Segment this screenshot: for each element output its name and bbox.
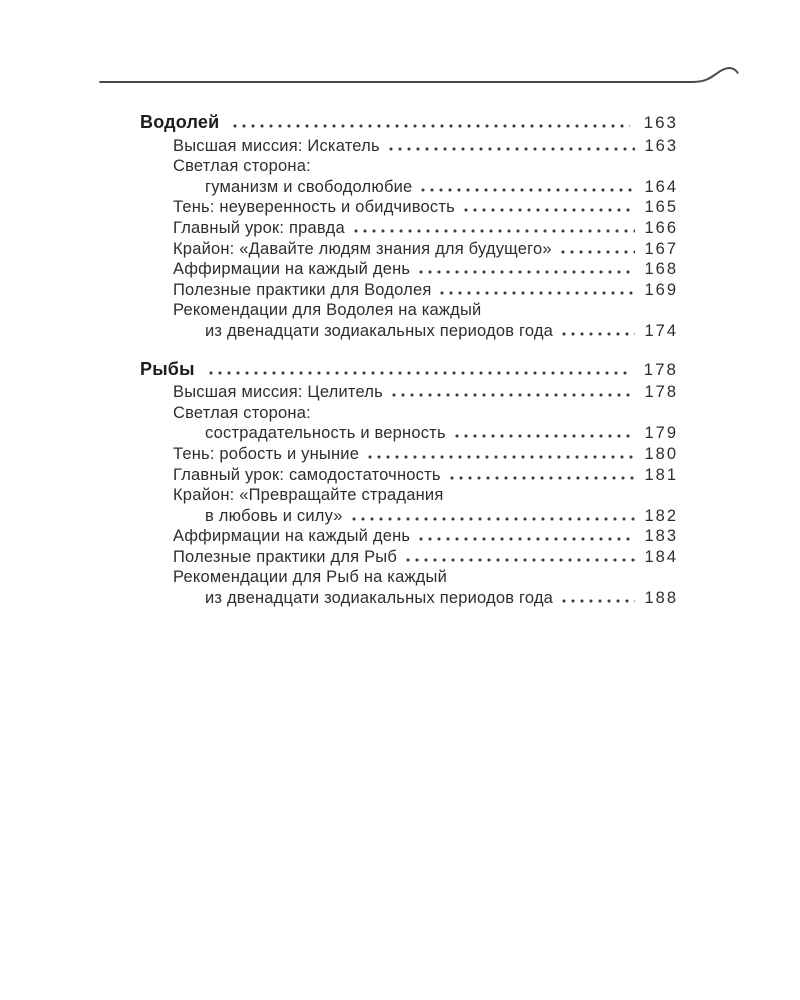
page-number: 180: [644, 444, 678, 463]
toc-entry-row[interactable]: [140, 465, 678, 486]
section-title: Рыбы: [140, 358, 195, 379]
toc-heading-row[interactable]: [140, 359, 678, 381]
toc: [140, 112, 678, 609]
page-number: 179: [644, 424, 678, 443]
toc-heading-row[interactable]: [140, 112, 678, 134]
page-number: 178: [644, 383, 678, 402]
dot-leader: [406, 558, 635, 562]
entry-text: Главный урок: правда: [173, 218, 345, 237]
toc-section: [140, 359, 678, 609]
dot-leader: [209, 371, 630, 375]
dot-leader: [419, 270, 635, 274]
entry-text: Светлая сторона:: [173, 157, 311, 176]
page-number: 182: [644, 506, 678, 525]
toc-entry-row[interactable]: [140, 567, 678, 588]
toc-entry-continuation-row[interactable]: [140, 177, 678, 198]
page-number: 168: [644, 260, 678, 279]
dot-leader: [368, 455, 635, 459]
page-number: 184: [644, 547, 678, 566]
toc-entry-row[interactable]: [140, 547, 678, 568]
dot-leader: [352, 517, 635, 521]
entry-text: Высшая миссия: Искатель: [173, 136, 380, 155]
page-number: 164: [644, 177, 678, 196]
toc-entry-row[interactable]: [140, 403, 678, 424]
entry-text: Главный урок: самодостаточность: [173, 465, 441, 484]
dot-leader: [450, 476, 635, 480]
toc-entry-row[interactable]: [140, 300, 678, 321]
dot-leader: [389, 147, 635, 151]
dot-leader: [354, 229, 635, 233]
entry-text: Полезные практики для Водолея: [173, 280, 432, 299]
entry-text: Крайон: «Превращайте страдания: [173, 486, 444, 505]
entry-text: Рекомендации для Рыб на каждый: [173, 568, 447, 587]
entry-text: Светлая сторона:: [173, 403, 311, 422]
dot-leader: [233, 124, 630, 128]
header-rule-flourish: [0, 0, 800, 100]
entry-text: Полезные практики для Рыб: [173, 547, 397, 566]
toc-entry-row[interactable]: [140, 136, 678, 157]
toc-entry-row[interactable]: [140, 526, 678, 547]
toc-entry-row[interactable]: [140, 239, 678, 260]
entry-text: Рекомендации для Водолея на каждый: [173, 301, 482, 320]
dot-leader: [440, 291, 635, 295]
toc-entry-row[interactable]: [140, 259, 678, 280]
dot-leader: [561, 250, 635, 254]
page-number: 174: [644, 321, 678, 340]
page-number: 167: [644, 239, 678, 258]
toc-section: [140, 112, 678, 342]
toc-entry-row[interactable]: [140, 485, 678, 506]
dot-leader: [464, 208, 635, 212]
page-number: 169: [644, 280, 678, 299]
page-number: 181: [644, 465, 678, 484]
page-number: 165: [644, 198, 678, 217]
section-title: Водолей: [140, 112, 220, 132]
toc-entry-continuation-row[interactable]: [140, 423, 678, 444]
entry-text: Тень: робость и уныние: [173, 444, 360, 463]
entry-text: Аффирмации на каждый день: [173, 260, 411, 279]
toc-entry-row[interactable]: [140, 280, 678, 301]
entry-text: Тень: неуверенность и обидчивость: [173, 198, 455, 217]
page-number: 163: [643, 113, 678, 132]
entry-text: из двенадцати зодиакальных периодов года: [205, 589, 554, 608]
page-number: 163: [644, 136, 678, 155]
dot-leader: [419, 537, 635, 541]
dot-leader: [392, 393, 635, 397]
page-number: 178: [643, 359, 678, 379]
entry-text: в любовь и силу»: [205, 506, 343, 525]
entry-text: Аффирмации на каждый день: [173, 527, 411, 546]
toc-entry-row[interactable]: [140, 382, 678, 403]
page-number: 183: [644, 527, 678, 546]
entry-text: гуманизм и свободолюбие: [205, 177, 413, 196]
toc-entry-continuation-row[interactable]: [140, 588, 678, 609]
dot-leader: [562, 332, 635, 336]
entry-text: из двенадцати зодиакальных периодов года: [205, 321, 554, 340]
toc-entry-row[interactable]: [140, 444, 678, 465]
toc-entry-row[interactable]: [140, 156, 678, 177]
entry-text: Высшая миссия: Целитель: [173, 383, 383, 402]
page-number: 166: [644, 218, 678, 237]
entry-text: Крайон: «Давайте людям знания для будущего»: [173, 239, 552, 258]
dot-leader: [421, 188, 635, 192]
toc-entry-continuation-row[interactable]: [140, 506, 678, 527]
toc-entry-row[interactable]: [140, 197, 678, 218]
entry-text: сострадательность и верность: [205, 424, 446, 443]
dot-leader: [562, 599, 635, 603]
dot-leader: [455, 434, 635, 438]
toc-entry-row[interactable]: [140, 218, 678, 239]
page-number: 188: [644, 589, 678, 608]
toc-entry-continuation-row[interactable]: [140, 321, 678, 342]
